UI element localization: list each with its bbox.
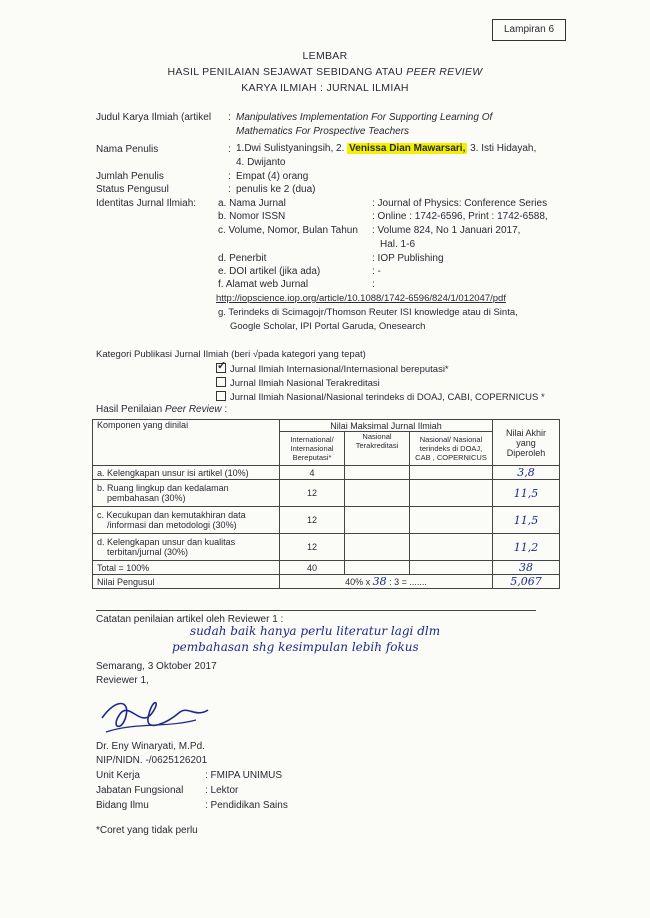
bidang-value: : Pendidikan Sains <box>205 800 288 811</box>
pengusul-row <box>93 575 560 589</box>
header-nilai-maksimal: Nilai Maksimal Jurnal Ilmiah <box>280 420 493 432</box>
checkbox-checked-icon[interactable] <box>216 363 226 373</box>
penulis-highlight: Venissa Dian Mawarsari, <box>349 143 466 154</box>
identitas-a-value: : Journal of Physics: Conference Series <box>372 198 548 209</box>
row-akhir: 11,5 <box>493 507 560 534</box>
total-label: Total = 100% <box>93 561 280 575</box>
header-nasional-terindeks: Nasional/ Nasional terindeks di DOAJ, CAB , COPERNICUS <box>410 432 493 466</box>
identitas-g-line-2: Google Scholar, IPI Portal Garuda, Onesearch <box>230 321 426 332</box>
reviewer-name: Dr. Eny Winaryati, M.Pd. <box>96 741 205 752</box>
identitas-c-label: c. Volume, Nomor, Bulan Tahun <box>218 225 358 236</box>
lampiran-box: Lampiran 6 <box>492 19 566 41</box>
penulis-line-2: 4. Dwijanto <box>236 157 286 168</box>
row-label-1: b. Ruang lingkup dan kedalaman <box>97 483 229 493</box>
catatan-heading: Catatan penilaian artikel oleh Reviewer 1 : <box>96 614 284 625</box>
row-label-1: d. Kelengkapan unsur dan kualitas <box>97 537 236 547</box>
empty-cell <box>410 561 493 575</box>
penulis-pre: 1.Dwi Sulistyaningsih, 2. <box>236 143 348 154</box>
empty-cell <box>345 534 410 561</box>
empty-cell <box>345 561 410 575</box>
status-value: penulis ke 2 (dua) <box>236 184 316 195</box>
row-label <box>93 480 280 507</box>
total-akhir: 38 <box>493 561 560 575</box>
title-peer-review: PEER REVIEW <box>406 66 483 78</box>
empty-cell <box>410 507 493 534</box>
row-max: 12 <box>280 480 345 507</box>
pengusul-formula <box>280 575 493 589</box>
kategori-option-3[interactable] <box>216 391 545 403</box>
row-max: 12 <box>280 507 345 534</box>
row-label-2: terbitan/jurnal (30%) <box>107 547 189 557</box>
title-line-2 <box>0 66 650 78</box>
row-label-2: /informasi dan metodologi (30%) <box>107 520 237 530</box>
penulis-value <box>236 143 536 154</box>
total-row <box>93 561 560 575</box>
row-max: 4 <box>280 466 345 480</box>
identitas-a-label: a. Nama Jurnal <box>218 198 286 209</box>
kategori-option-3-label: Jurnal Ilmiah Nasional/Nasional terindeks di DOAJ, CABI, COPERNICUS * <box>230 392 545 403</box>
empty-cell <box>345 507 410 534</box>
identitas-e-value: : - <box>372 266 381 277</box>
identitas-b-value: : Online : 1742-6596, Print : 1742-6588, <box>372 211 548 222</box>
header-komponen: Komponen yang dinilai <box>93 420 280 466</box>
identitas-f-value: : <box>372 279 375 290</box>
identitas-d-label: d. Penerbit <box>218 253 267 264</box>
kategori-option-2[interactable] <box>216 377 380 389</box>
unit-label: Unit Kerja <box>96 770 140 781</box>
pengusul-formula-post: : 3 = ....... <box>386 577 427 587</box>
reviewer-label: Reviewer 1, <box>96 675 149 686</box>
jabatan-value: : Lektor <box>205 785 239 796</box>
row-label-2: pembahasan (30%) <box>107 493 186 503</box>
judul-value-2: Mathematics For Prospective Teachers <box>236 126 410 137</box>
colon: : <box>228 112 231 123</box>
title-line-1: LEMBAR <box>302 50 348 62</box>
empty-cell <box>410 466 493 480</box>
checkbox-icon[interactable] <box>216 377 226 387</box>
footnote: *Coret yang tidak perlu <box>96 825 198 836</box>
empty-cell <box>345 466 410 480</box>
catatan-line-2: pembahasan shg kesimpulan lebih fokus <box>172 640 419 654</box>
identitas-e-label: e. DOI artikel (jika ada) <box>218 266 321 277</box>
identitas-g-line-1: g. Terindeks di Scimagojr/Thomson Reuter ISI knowledge atau di Sinta, <box>218 307 518 318</box>
pengusul-akhir: 5,067 <box>493 575 560 589</box>
hasil-heading-peer-review: Peer Review <box>164 404 222 415</box>
pengusul-formula-hand: 38 <box>372 575 387 588</box>
jumlah-value: Empat (4) orang <box>236 171 309 182</box>
header-international: International/ Internasional Bereputasi* <box>280 432 345 466</box>
jumlah-label: Jumlah Penulis <box>96 171 164 182</box>
empty-cell <box>410 480 493 507</box>
jabatan-label: Jabatan Fungsional <box>96 785 184 796</box>
kategori-option-2-label: Jurnal Ilmiah Nasional Terakreditasi <box>230 378 380 389</box>
colon: : <box>228 144 231 155</box>
title-line-2-text: HASIL PENILAIAN SEJAWAT SEBIDANG ATAU <box>167 66 407 78</box>
pengusul-label: Nilai Pengusul <box>93 575 280 589</box>
header-nilai-akhir: Nilai Akhir yang Diperoleh <box>493 420 560 466</box>
penulis-post: 3. Isti Hidayah, <box>467 143 537 154</box>
row-akhir: 3,8 <box>493 466 560 480</box>
kategori-heading: Kategori Publikasi Jurnal Ilmiah (beri √pada kategori yang tepat) <box>96 349 366 360</box>
judul-value-1: Manipulatives Implementation For Supporting Learning Of <box>236 112 493 123</box>
penulis-label: Nama Penulis <box>96 144 159 155</box>
hasil-heading-suffix: : <box>221 404 228 415</box>
status-label: Status Pengusul <box>96 184 169 195</box>
colon: : <box>228 171 231 182</box>
colon: : <box>228 184 231 195</box>
kategori-option-1-label: Jurnal Ilmiah Internasional/Internasional bereputasi* <box>230 364 449 375</box>
signature-icon <box>96 688 216 740</box>
header-nasional-terakreditasi: Nasional Terakreditasi <box>345 432 410 466</box>
row-label <box>93 507 280 534</box>
empty-cell <box>345 480 410 507</box>
empty-cell <box>410 534 493 561</box>
identitas-label: Identitas Jurnal Ilmiah: <box>96 198 197 209</box>
hasil-heading-prefix: Hasil Penilaian <box>96 404 165 415</box>
pengusul-formula-pre: 40% x <box>345 577 373 587</box>
row-label <box>93 534 280 561</box>
table-row <box>93 466 560 480</box>
total-max: 40 <box>280 561 345 575</box>
row-akhir: 11,5 <box>493 480 560 507</box>
row-akhir: 11,2 <box>493 534 560 561</box>
identitas-c-value: : Volume 824, No 1 Januari 2017, <box>372 225 521 236</box>
catatan-line-1: sudah baik hanya perlu literatur lagi dlm <box>190 624 441 638</box>
title-line-3: KARYA ILMIAH : JURNAL ILMIAH <box>241 82 409 94</box>
journal-url-link[interactable]: http://iopscience.iop.org/article/10.1088/1742-6596/824/1/012047/pdf <box>216 293 506 304</box>
assessment-table <box>92 419 560 589</box>
row-max: 12 <box>280 534 345 561</box>
judul-label: Judul Karya Ilmiah (artikel <box>96 112 212 123</box>
bidang-label: Bidang Ilmu <box>96 800 149 811</box>
table-row <box>93 480 560 507</box>
row-label: a. Kelengkapan unsur isi artikel (10%) <box>93 466 280 480</box>
place-date: Semarang, 3 Oktober 2017 <box>96 661 217 672</box>
catatan-divider <box>96 610 536 611</box>
identitas-f-label: f. Alamat web Jurnal <box>218 279 309 290</box>
unit-value: : FMIPA UNIMUS <box>205 770 283 781</box>
identitas-c-value-2: Hal. 1-6 <box>380 239 416 250</box>
reviewer-nip: NIP/NIDN. -/0625126201 <box>96 755 208 766</box>
table-row <box>93 507 560 534</box>
table-row <box>93 534 560 561</box>
hasil-heading <box>96 404 227 415</box>
checkbox-icon[interactable] <box>216 391 226 401</box>
identitas-d-value: : IOP Publishing <box>372 253 444 264</box>
identitas-b-label: b. Nomor ISSN <box>218 211 286 222</box>
row-label-1: c. Kecukupan dan kemutakhiran data <box>97 510 246 520</box>
kategori-option-1[interactable] <box>216 363 449 375</box>
